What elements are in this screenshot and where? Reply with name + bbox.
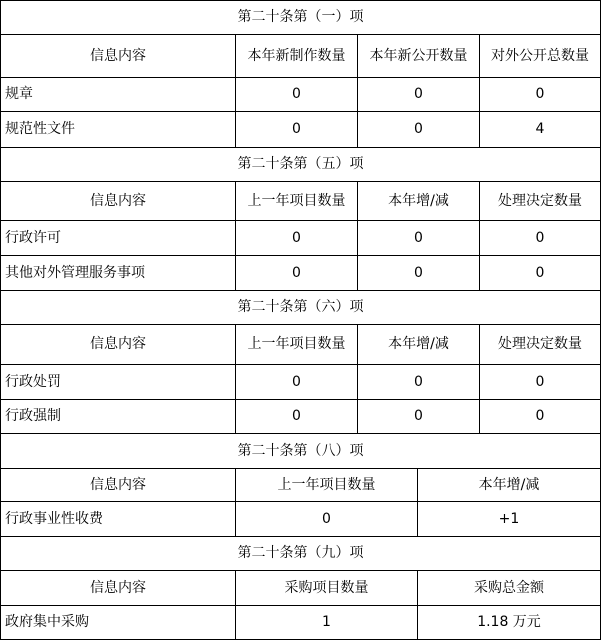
table-row xyxy=(1,112,601,148)
row-label: 行政处罚 xyxy=(1,365,236,400)
row-label: 规章 xyxy=(1,78,236,112)
header-cell: 信息内容 xyxy=(1,469,236,502)
section-title-row xyxy=(1,1,601,35)
row-value: 0 xyxy=(480,256,601,291)
row-value: 0 xyxy=(236,365,358,400)
header-cell: 本年增/减 xyxy=(358,325,480,365)
row-label: 规范性文件 xyxy=(1,112,236,148)
row-value: 0 xyxy=(358,221,480,256)
row-value: 0 xyxy=(480,365,601,400)
row-label: 其他对外管理服务事项 xyxy=(1,256,236,291)
header-row xyxy=(1,35,601,78)
header-cell: 本年增/减 xyxy=(418,469,601,502)
header-cell: 本年增/减 xyxy=(358,182,480,221)
header-cell: 处理决定数量 xyxy=(480,182,601,221)
section-title-row xyxy=(1,291,601,325)
header-cell: 上一年项目数量 xyxy=(236,469,418,502)
section-title-row xyxy=(1,148,601,182)
row-value: 0 xyxy=(480,400,601,434)
section-title-row xyxy=(1,434,601,469)
row-value: 0 xyxy=(358,78,480,112)
header-cell: 本年新公开数量 xyxy=(358,35,480,78)
row-value: 0 xyxy=(480,221,601,256)
section-title: 第二十条第（五）项 xyxy=(1,148,601,182)
table-row xyxy=(1,78,601,112)
header-cell: 信息内容 xyxy=(1,182,236,221)
row-value: +1 xyxy=(418,502,601,537)
row-value: 0 xyxy=(236,112,358,148)
row-value: 0 xyxy=(236,502,418,537)
header-row xyxy=(1,571,601,606)
row-value: 0 xyxy=(236,78,358,112)
section-title: 第二十条第（一）项 xyxy=(1,1,601,35)
header-cell: 本年新制作数量 xyxy=(236,35,358,78)
section-title-row xyxy=(1,537,601,571)
table-row xyxy=(1,256,601,291)
header-row xyxy=(1,182,601,221)
table-row xyxy=(1,606,601,640)
header-cell: 采购项目数量 xyxy=(236,571,418,606)
header-row xyxy=(1,325,601,365)
row-label: 行政强制 xyxy=(1,400,236,434)
header-cell: 上一年项目数量 xyxy=(236,325,358,365)
section-title: 第二十条第（八）项 xyxy=(1,434,601,469)
row-value: 1 xyxy=(236,606,418,640)
row-value: 1.18 万元 xyxy=(418,606,601,640)
header-cell: 信息内容 xyxy=(1,571,236,606)
row-value: 0 xyxy=(236,400,358,434)
header-row xyxy=(1,469,601,502)
table-row xyxy=(1,365,601,400)
row-value: 4 xyxy=(480,112,601,148)
header-cell: 处理决定数量 xyxy=(480,325,601,365)
row-label: 行政事业性收费 xyxy=(1,502,236,537)
table-row xyxy=(1,502,601,537)
header-cell: 对外公开总数量 xyxy=(480,35,601,78)
row-label: 行政许可 xyxy=(1,221,236,256)
row-value: 0 xyxy=(480,78,601,112)
row-value: 0 xyxy=(358,256,480,291)
header-cell: 信息内容 xyxy=(1,325,236,365)
row-value: 0 xyxy=(358,400,480,434)
section-title: 第二十条第（九）项 xyxy=(1,537,601,571)
row-value: 0 xyxy=(358,112,480,148)
header-cell: 采购总金额 xyxy=(418,571,601,606)
table-row xyxy=(1,400,601,434)
header-cell: 上一年项目数量 xyxy=(236,182,358,221)
row-value: 0 xyxy=(358,365,480,400)
row-value: 0 xyxy=(236,221,358,256)
row-value: 0 xyxy=(236,256,358,291)
row-label: 政府集中采购 xyxy=(1,606,236,640)
table-row xyxy=(1,221,601,256)
header-cell: 信息内容 xyxy=(1,35,236,78)
section-title: 第二十条第（六）项 xyxy=(1,291,601,325)
